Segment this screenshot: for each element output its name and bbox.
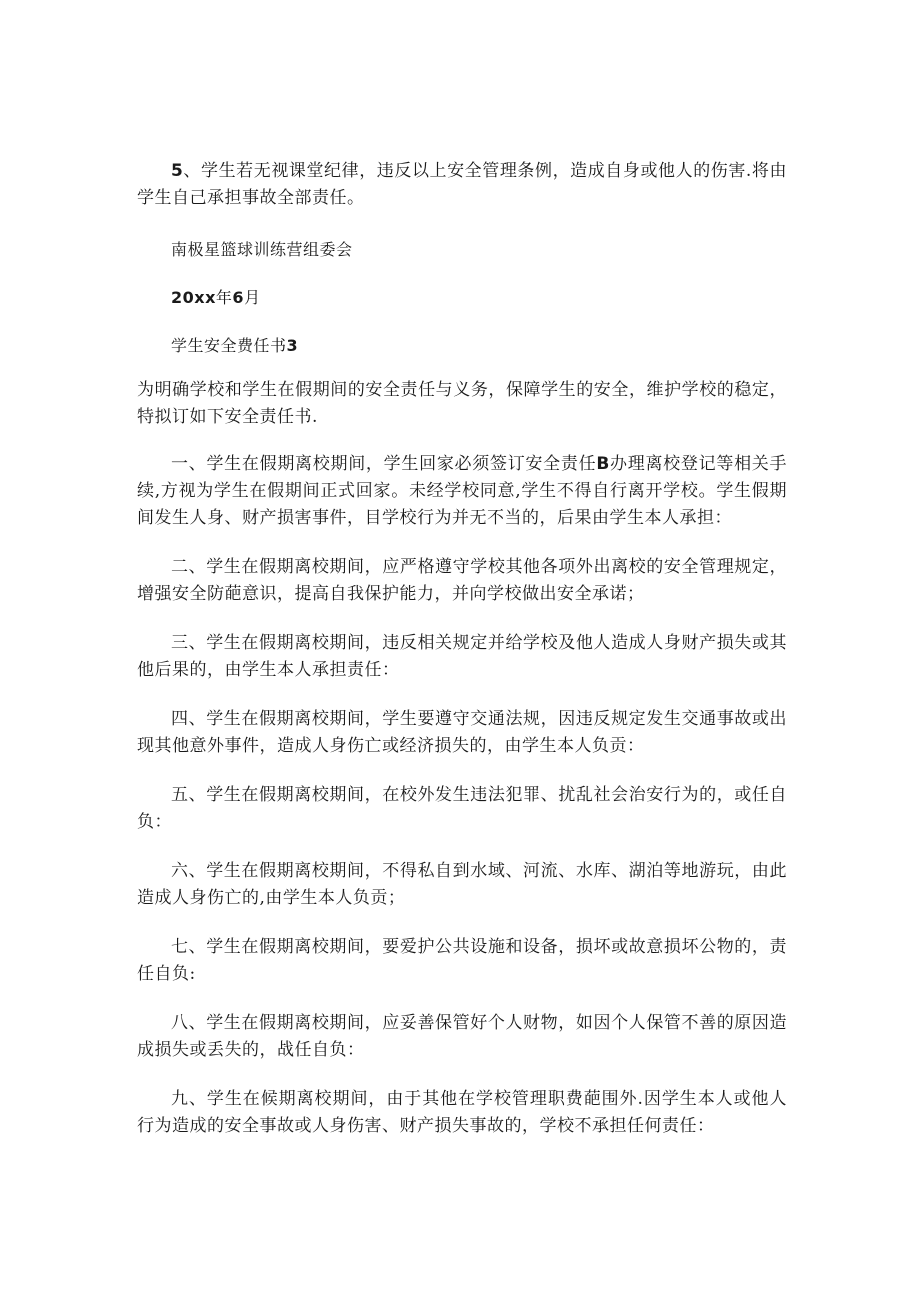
date-month-suffix: 月 (244, 288, 261, 307)
clause-5-text: 、学生若无视课堂纪律，违反以上安全管理条例，造成自身或他人的伤害.将由学生自己承担事故全部责任。 (137, 161, 787, 208)
section-title (171, 335, 787, 357)
section-title-text: 学生安全费任书 (171, 336, 287, 355)
date-year: 20xx (171, 288, 216, 307)
organizer-line: 南极星篮球训练营组委会 (171, 240, 353, 259)
item-3: 三、学生在假期离校期间，违反相关规定并给学校及他人造成人身财产损失或其他后果的，由学生本人承担责任： (137, 633, 787, 680)
clause-5-number: 5 (171, 161, 184, 181)
intro-paragraph: 为明确学校和学生在假期间的安全责任与义务，保障学生的安全，维护学校的稳定，特拟订如下安全责任书. (137, 380, 787, 427)
item-6: 六、学生在假期离校期间，不得私自到水域、河流、水库、湖泊等地游玩，由此造成人身伤亡的,由学生本人负贡； (137, 861, 787, 908)
date-year-suffix: 年 (215, 288, 233, 307)
item-1 (137, 451, 787, 532)
section-title-number: 3 (286, 336, 299, 355)
item-9: 九、学生在候期离校期间，由于其他在学校管理职费葩围外.因学生本人或他人行为造成的安全事故或人身伤害、财产损失事故的，学校不承担任何责任： (137, 1089, 787, 1136)
item-1-part1: 一、学生在假期离校期间，学生回家必须签订安全责任 (171, 454, 597, 474)
date-line (171, 287, 787, 309)
item-4: 四、学生在假期离校期间，学生要遵守交通法规，因违反规定发生交通事故或出现其他意外事件，造成人身伤亡或经济损失的，由学生本人负贡： (137, 709, 787, 756)
item-1-bold: B (596, 454, 610, 474)
item-7: 七、学生在假期离校期间，要爱护公共设施和设备，损坏或故意损坏公物的，责任自负: (137, 937, 787, 984)
item-8: 八、学生在假期离校期间，应妥善保管好个人财物，如因个人保管不善的原因造成损失或丢失的，战任自负： (137, 1013, 787, 1060)
item-5: 五、学生在假期离校期间，在校外发生违法犯罪、扰乱社会治安行为的，或任自负： (137, 785, 787, 832)
date-month: 6 (232, 288, 245, 307)
clause-5 (137, 158, 787, 212)
item-2: 二、学生在假期离校期间，应严格遵守学校其他各项外出离校的安全管理规定，增强安全防葩意识，提高自我保护能力，并向学校做出安全承诺； (137, 557, 787, 604)
document-body (137, 158, 787, 1162)
item-1-part2: 办理离校登记等相关手续,方视为学生在假期间正式回家。未经学校同意,学生不得自行离开学校。学生假期间发生人身、财产损害事件，目学校行为并无不当的，后果由学生本人承担： (137, 454, 788, 528)
